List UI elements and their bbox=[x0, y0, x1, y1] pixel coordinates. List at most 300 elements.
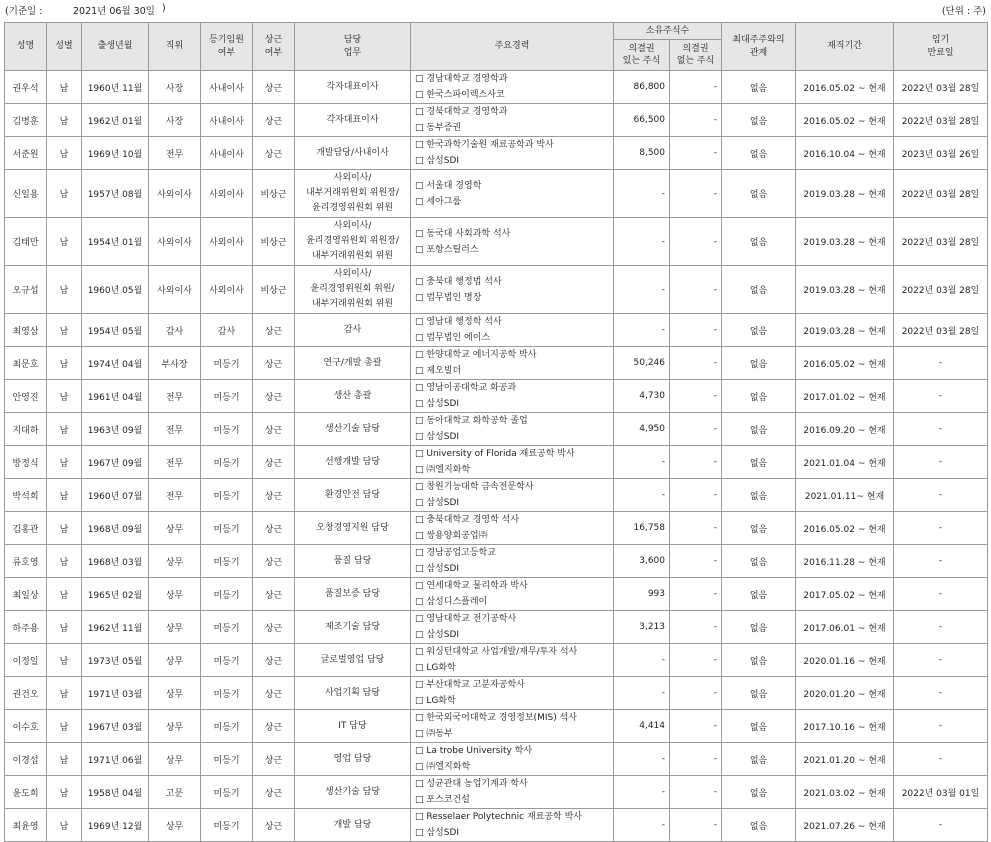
career-line: □ 삼성SDI bbox=[415, 399, 460, 409]
cell-tenure: 2017.05.02 ~ 현재 bbox=[796, 578, 894, 611]
cell-gender: 남 bbox=[47, 347, 82, 380]
cell-duty: 연구/개발 총괄 bbox=[295, 347, 411, 380]
cell-fulltime: 상근 bbox=[253, 611, 295, 644]
cell-gender: 남 bbox=[47, 809, 82, 842]
cell-gender: 남 bbox=[47, 677, 82, 710]
cell-tenure: 2019.03.28 ~ 현재 bbox=[796, 266, 894, 314]
cell-career bbox=[411, 266, 614, 314]
cell-shares-voting: - bbox=[614, 266, 670, 314]
career-line: □ 동아대학교 화학공학 졸업 bbox=[415, 416, 528, 426]
cell-duty: 선행개발 담당 bbox=[295, 446, 411, 479]
cell-name: 박석희 bbox=[5, 479, 47, 512]
base-date-close: ) bbox=[162, 3, 166, 14]
cell-birth: 1960년 11월 bbox=[82, 71, 149, 104]
cell-position: 상무 bbox=[149, 644, 201, 677]
cell-fulltime: 상근 bbox=[253, 809, 295, 842]
cell-position: 고문 bbox=[149, 776, 201, 809]
cell-shares-nonvoting: - bbox=[670, 170, 722, 218]
cell-gender: 남 bbox=[47, 104, 82, 137]
cell-shares-voting: - bbox=[614, 170, 670, 218]
cell-birth: 1954년 05월 bbox=[82, 314, 149, 347]
cell-position: 전무 bbox=[149, 137, 201, 170]
cell-name: 신일용 bbox=[5, 170, 47, 218]
cell-shares-voting: - bbox=[614, 479, 670, 512]
col-career: 주요경력 bbox=[411, 23, 614, 71]
table-row bbox=[5, 578, 988, 611]
cell-position: 감사 bbox=[149, 314, 201, 347]
cell-gender: 남 bbox=[47, 710, 82, 743]
cell-relation: 없음 bbox=[722, 266, 796, 314]
cell-fulltime: 상근 bbox=[253, 137, 295, 170]
table-row bbox=[5, 218, 988, 266]
cell-term-end: - bbox=[894, 644, 988, 677]
cell-fulltime: 상근 bbox=[253, 446, 295, 479]
career-line: □ Resselaer Polytechnic 재료공학 박사 bbox=[415, 812, 582, 822]
cell-duty: 생산기술 담당 bbox=[295, 776, 411, 809]
cell-term-end: 2022년 03월 28일 bbox=[894, 266, 988, 314]
col-birth: 출생년월 bbox=[82, 23, 149, 71]
cell-duty: 사업기획 담당 bbox=[295, 677, 411, 710]
career-line: □ 경남대학교 경영학과 bbox=[415, 74, 508, 84]
cell-shares-voting: 86,800 bbox=[614, 71, 670, 104]
cell-tenure: 2021.01.04 ~ 현재 bbox=[796, 446, 894, 479]
career-line: □ 세아그룹 bbox=[415, 196, 462, 207]
table-row bbox=[5, 479, 988, 512]
cell-gender: 남 bbox=[47, 644, 82, 677]
cell-shares-nonvoting: - bbox=[670, 413, 722, 446]
cell-shares-voting: 8,500 bbox=[614, 137, 670, 170]
cell-tenure: 2021.03.02 ~ 현재 bbox=[796, 776, 894, 809]
cell-fulltime: 상근 bbox=[253, 677, 295, 710]
cell-name: 김태만 bbox=[5, 218, 47, 266]
cell-position: 사장 bbox=[149, 71, 201, 104]
cell-relation: 없음 bbox=[722, 170, 796, 218]
career-line: □ 영남대학교 전기공학사 bbox=[415, 614, 517, 624]
cell-birth: 1962년 11월 bbox=[82, 611, 149, 644]
cell-fulltime: 상근 bbox=[253, 710, 295, 743]
cell-position: 상무 bbox=[149, 611, 201, 644]
cell-shares-nonvoting: - bbox=[670, 71, 722, 104]
cell-fulltime: 상근 bbox=[253, 413, 295, 446]
cell-registered: 미등기 bbox=[201, 347, 253, 380]
cell-relation: 없음 bbox=[722, 347, 796, 380]
career-line: □ 충북대 행정법 석사 bbox=[415, 276, 502, 287]
cell-tenure: 2016.11.28 ~ 현재 bbox=[796, 545, 894, 578]
cell-shares-nonvoting: - bbox=[670, 545, 722, 578]
cell-shares-nonvoting: - bbox=[670, 266, 722, 314]
cell-shares-voting: 4,950 bbox=[614, 413, 670, 446]
cell-duty: 영업 담당 bbox=[295, 743, 411, 776]
career-line: □ 영남이공대학교 화공과 bbox=[415, 383, 517, 393]
career-line: □ 삼성SDI bbox=[415, 828, 460, 838]
table-row bbox=[5, 137, 988, 170]
career-line: □ 동부증권 bbox=[415, 123, 462, 133]
cell-gender: 남 bbox=[47, 314, 82, 347]
cell-fulltime: 상근 bbox=[253, 743, 295, 776]
cell-duty: 글로벌영업 담당 bbox=[295, 644, 411, 677]
cell-shares-voting: 4,730 bbox=[614, 380, 670, 413]
cell-registered: 사외이사 bbox=[201, 218, 253, 266]
cell-relation: 없음 bbox=[722, 104, 796, 137]
executives-table bbox=[4, 22, 988, 842]
cell-position: 상무 bbox=[149, 677, 201, 710]
cell-term-end: - bbox=[894, 809, 988, 842]
career-line: □ La trobe University 학사 bbox=[415, 746, 533, 756]
cell-registered: 사외이사 bbox=[201, 266, 253, 314]
cell-tenure: 2020.01.16 ~ 현재 bbox=[796, 644, 894, 677]
cell-gender: 남 bbox=[47, 218, 82, 266]
cell-registered: 미등기 bbox=[201, 710, 253, 743]
cell-name: 최문호 bbox=[5, 347, 47, 380]
cell-duty: 사외이사/ 윤리경영위원회 위원장/ 내부거래위원회 위원 bbox=[295, 218, 411, 266]
cell-gender: 남 bbox=[47, 446, 82, 479]
cell-shares-nonvoting: - bbox=[670, 446, 722, 479]
col-term-end: 임기 만료일 bbox=[894, 23, 988, 71]
cell-term-end: 2022년 03월 01일 bbox=[894, 776, 988, 809]
cell-career bbox=[411, 776, 614, 809]
cell-gender: 남 bbox=[47, 266, 82, 314]
cell-registered: 미등기 bbox=[201, 446, 253, 479]
cell-fulltime: 비상근 bbox=[253, 266, 295, 314]
cell-tenure: 2021.07.26 ~ 현재 bbox=[796, 809, 894, 842]
cell-shares-voting: - bbox=[614, 776, 670, 809]
table-row bbox=[5, 266, 988, 314]
col-relation: 최대주주와의 관계 bbox=[722, 23, 796, 71]
cell-registered: 미등기 bbox=[201, 809, 253, 842]
col-shares-nonvoting: 의결권 없는 주식 bbox=[670, 40, 722, 71]
career-line: □ 경남공업고등학교 bbox=[415, 548, 496, 558]
table-row bbox=[5, 545, 988, 578]
cell-name: 최영삼 bbox=[5, 314, 47, 347]
cell-career bbox=[411, 677, 614, 710]
cell-shares-voting: - bbox=[614, 677, 670, 710]
cell-duty: 사외이사/ 내부거래위원회 위원장/ 윤리경영위원회 위원 bbox=[295, 170, 411, 218]
cell-relation: 없음 bbox=[722, 380, 796, 413]
cell-career bbox=[411, 380, 614, 413]
cell-birth: 1969년 10월 bbox=[82, 137, 149, 170]
cell-relation: 없음 bbox=[722, 71, 796, 104]
cell-term-end: 2022년 03월 28일 bbox=[894, 218, 988, 266]
cell-name: 권건오 bbox=[5, 677, 47, 710]
cell-duty: 개발 담당 bbox=[295, 809, 411, 842]
cell-shares-nonvoting: - bbox=[670, 347, 722, 380]
cell-fulltime: 상근 bbox=[253, 479, 295, 512]
cell-duty: 감사 bbox=[295, 314, 411, 347]
career-line: □ 한국스파이렉스사코 bbox=[415, 90, 505, 100]
cell-gender: 남 bbox=[47, 479, 82, 512]
cell-tenure: 2019.03.28 ~ 현재 bbox=[796, 218, 894, 266]
col-tenure: 재직기간 bbox=[796, 23, 894, 71]
career-line: □ LG화학 bbox=[415, 696, 456, 706]
table-row bbox=[5, 809, 988, 842]
career-line: □ 한국과학기술원 재료공학과 박사 bbox=[415, 140, 554, 150]
col-duty: 담당 업무 bbox=[295, 23, 411, 71]
cell-relation: 없음 bbox=[722, 677, 796, 710]
table-row bbox=[5, 170, 988, 218]
cell-shares-nonvoting: - bbox=[670, 677, 722, 710]
cell-term-end: - bbox=[894, 710, 988, 743]
cell-birth: 1962년 01월 bbox=[82, 104, 149, 137]
cell-birth: 1958년 04월 bbox=[82, 776, 149, 809]
cell-position: 상무 bbox=[149, 710, 201, 743]
cell-shares-nonvoting: - bbox=[670, 611, 722, 644]
table-row bbox=[5, 413, 988, 446]
cell-relation: 없음 bbox=[722, 545, 796, 578]
cell-registered: 미등기 bbox=[201, 743, 253, 776]
cell-gender: 남 bbox=[47, 413, 82, 446]
cell-fulltime: 비상근 bbox=[253, 218, 295, 266]
cell-fulltime: 상근 bbox=[253, 578, 295, 611]
table-row bbox=[5, 71, 988, 104]
cell-term-end: - bbox=[894, 677, 988, 710]
cell-position: 상무 bbox=[149, 545, 201, 578]
cell-name: 권우석 bbox=[5, 71, 47, 104]
cell-registered: 미등기 bbox=[201, 479, 253, 512]
career-line: □ 연세대학교 물리학과 박사 bbox=[415, 581, 528, 591]
cell-career bbox=[411, 218, 614, 266]
cell-shares-voting: - bbox=[614, 743, 670, 776]
cell-name: 김홍관 bbox=[5, 512, 47, 545]
cell-term-end: - bbox=[894, 380, 988, 413]
cell-fulltime: 상근 bbox=[253, 347, 295, 380]
cell-position: 부사장 bbox=[149, 347, 201, 380]
cell-relation: 없음 bbox=[722, 446, 796, 479]
career-line: □ 삼성SDI bbox=[415, 630, 460, 640]
table-row bbox=[5, 512, 988, 545]
col-registered: 등기임원 여부 bbox=[201, 23, 253, 71]
col-position: 직위 bbox=[149, 23, 201, 71]
cell-registered: 미등기 bbox=[201, 380, 253, 413]
cell-fulltime: 상근 bbox=[253, 776, 295, 809]
cell-term-end: 2022년 03월 28일 bbox=[894, 314, 988, 347]
cell-shares-voting: - bbox=[614, 314, 670, 347]
unit-label: (단위 : 주) bbox=[941, 6, 986, 17]
cell-career bbox=[411, 413, 614, 446]
cell-shares-nonvoting: - bbox=[670, 137, 722, 170]
cell-name: 이정일 bbox=[5, 644, 47, 677]
career-line: □ 워싱턴대학교 사업개발/재무/투자 석사 bbox=[415, 647, 578, 657]
cell-birth: 1974년 04월 bbox=[82, 347, 149, 380]
cell-term-end: - bbox=[894, 512, 988, 545]
cell-tenure: 2019.03.28 ~ 현재 bbox=[796, 314, 894, 347]
cell-shares-nonvoting: - bbox=[670, 314, 722, 347]
cell-term-end: 2022년 03월 28일 bbox=[894, 71, 988, 104]
cell-gender: 남 bbox=[47, 512, 82, 545]
cell-career bbox=[411, 446, 614, 479]
career-line: □ 법무법인 에이스 bbox=[415, 333, 491, 343]
cell-career bbox=[411, 137, 614, 170]
table-row bbox=[5, 347, 988, 380]
cell-name: 하주용 bbox=[5, 611, 47, 644]
cell-duty: 품질보증 담당 bbox=[295, 578, 411, 611]
cell-tenure: 2017.06.01 ~ 현재 bbox=[796, 611, 894, 644]
cell-position: 사외이사 bbox=[149, 218, 201, 266]
cell-career bbox=[411, 611, 614, 644]
career-line: □ 법무법인 명장 bbox=[415, 292, 482, 303]
cell-birth: 1969년 12월 bbox=[82, 809, 149, 842]
table-body bbox=[5, 71, 988, 842]
cell-name: 지대하 bbox=[5, 413, 47, 446]
cell-tenure: 2016.09.20 ~ 현재 bbox=[796, 413, 894, 446]
cell-term-end: - bbox=[894, 479, 988, 512]
table-row bbox=[5, 776, 988, 809]
table-row bbox=[5, 380, 988, 413]
cell-shares-nonvoting: - bbox=[670, 512, 722, 545]
cell-registered: 미등기 bbox=[201, 545, 253, 578]
cell-tenure: 2017.10.16 ~ 현재 bbox=[796, 710, 894, 743]
cell-birth: 1961년 04월 bbox=[82, 380, 149, 413]
cell-tenure: 2020.01.20 ~ 현재 bbox=[796, 677, 894, 710]
col-shares: 소유주식수 bbox=[614, 23, 722, 40]
cell-term-end: - bbox=[894, 578, 988, 611]
cell-registered: 미등기 bbox=[201, 512, 253, 545]
cell-duty: IT 담당 bbox=[295, 710, 411, 743]
cell-shares-voting: 50,246 bbox=[614, 347, 670, 380]
cell-shares-nonvoting: - bbox=[670, 479, 722, 512]
table-row bbox=[5, 644, 988, 677]
cell-birth: 1973년 05월 bbox=[82, 644, 149, 677]
cell-gender: 남 bbox=[47, 611, 82, 644]
career-line: □ 한국외국어대학교 경영정보(MIS) 석사 bbox=[415, 713, 577, 723]
cell-name: 서준원 bbox=[5, 137, 47, 170]
cell-tenure: 2016.05.02 ~ 현재 bbox=[796, 71, 894, 104]
career-line: □ 경북대학교 경영학과 bbox=[415, 107, 508, 117]
cell-name: 이경섭 bbox=[5, 743, 47, 776]
cell-gender: 남 bbox=[47, 743, 82, 776]
cell-term-end: - bbox=[894, 743, 988, 776]
cell-birth: 1967년 09월 bbox=[82, 446, 149, 479]
cell-career bbox=[411, 170, 614, 218]
career-line: □ 삼성디스플레이 bbox=[415, 597, 488, 607]
cell-birth: 1967년 03월 bbox=[82, 710, 149, 743]
base-date-label: (기준일 : bbox=[5, 6, 43, 17]
cell-tenure: 2016.05.02 ~ 현재 bbox=[796, 347, 894, 380]
cell-shares-voting: 3,213 bbox=[614, 611, 670, 644]
cell-position: 상무 bbox=[149, 809, 201, 842]
cell-fulltime: 상근 bbox=[253, 380, 295, 413]
career-line: □ 한양대학교 에너지공학 박사 bbox=[415, 350, 537, 360]
cell-gender: 남 bbox=[47, 137, 82, 170]
cell-position: 전무 bbox=[149, 446, 201, 479]
cell-term-end: 2022년 03월 28일 bbox=[894, 104, 988, 137]
career-line: □ 제오빌더 bbox=[415, 366, 462, 376]
cell-tenure: 2016.10.04 ~ 현재 bbox=[796, 137, 894, 170]
cell-fulltime: 상근 bbox=[253, 644, 295, 677]
cell-career bbox=[411, 347, 614, 380]
cell-shares-nonvoting: - bbox=[670, 578, 722, 611]
cell-registered: 사외이사 bbox=[201, 170, 253, 218]
cell-tenure: 2021.01.20 ~ 현재 bbox=[796, 743, 894, 776]
cell-duty: 각자대표이사 bbox=[295, 104, 411, 137]
cell-name: 최윤영 bbox=[5, 809, 47, 842]
career-line: □ 포스코건설 bbox=[415, 795, 470, 805]
table-row bbox=[5, 677, 988, 710]
cell-name: 이수호 bbox=[5, 710, 47, 743]
cell-duty: 사외이사/ 윤리경영위원회 위원/ 내부거래위원회 위원 bbox=[295, 266, 411, 314]
cell-tenure: 2016.05.02 ~ 현재 bbox=[796, 512, 894, 545]
cell-shares-voting: 993 bbox=[614, 578, 670, 611]
cell-shares-nonvoting: - bbox=[670, 710, 722, 743]
cell-registered: 사내이사 bbox=[201, 71, 253, 104]
cell-duty: 품질 담당 bbox=[295, 545, 411, 578]
cell-gender: 남 bbox=[47, 776, 82, 809]
cell-gender: 남 bbox=[47, 170, 82, 218]
career-line: □ LG화학 bbox=[415, 663, 456, 673]
cell-duty: 개발담당/사내이사 bbox=[295, 137, 411, 170]
col-shares-voting: 의결권 있는 주식 bbox=[614, 40, 670, 71]
cell-registered: 사내이사 bbox=[201, 104, 253, 137]
cell-birth: 1971년 03월 bbox=[82, 677, 149, 710]
cell-career bbox=[411, 644, 614, 677]
cell-position: 상무 bbox=[149, 512, 201, 545]
cell-birth: 1965년 02월 bbox=[82, 578, 149, 611]
cell-career bbox=[411, 71, 614, 104]
cell-fulltime: 상근 bbox=[253, 71, 295, 104]
cell-duty: 오창경영지원 담당 bbox=[295, 512, 411, 545]
table-row bbox=[5, 710, 988, 743]
cell-term-end: 2023년 03월 26일 bbox=[894, 137, 988, 170]
cell-shares-nonvoting: - bbox=[670, 809, 722, 842]
cell-relation: 없음 bbox=[722, 809, 796, 842]
cell-shares-nonvoting: - bbox=[670, 644, 722, 677]
cell-birth: 1963년 09월 bbox=[82, 413, 149, 446]
cell-duty: 생산 총괄 bbox=[295, 380, 411, 413]
cell-duty: 각자대표이사 bbox=[295, 71, 411, 104]
cell-term-end: - bbox=[894, 545, 988, 578]
cell-career bbox=[411, 512, 614, 545]
cell-gender: 남 bbox=[47, 578, 82, 611]
table-row bbox=[5, 104, 988, 137]
cell-fulltime: 상근 bbox=[253, 512, 295, 545]
cell-duty: 제조기술 담당 bbox=[295, 611, 411, 644]
cell-relation: 없음 bbox=[722, 479, 796, 512]
cell-relation: 없음 bbox=[722, 776, 796, 809]
cell-name: 윤도희 bbox=[5, 776, 47, 809]
cell-relation: 없음 bbox=[722, 137, 796, 170]
cell-relation: 없음 bbox=[722, 710, 796, 743]
cell-registered: 미등기 bbox=[201, 611, 253, 644]
cell-career bbox=[411, 104, 614, 137]
base-date: 2021년 06월 30일 bbox=[73, 6, 155, 17]
table-row bbox=[5, 611, 988, 644]
cell-career bbox=[411, 479, 614, 512]
cell-term-end: - bbox=[894, 446, 988, 479]
career-line: □ 창원기능대학 금속전문학사 bbox=[415, 482, 534, 492]
cell-birth: 1954년 01월 bbox=[82, 218, 149, 266]
col-gender: 성별 bbox=[47, 23, 82, 71]
cell-name: 최일상 bbox=[5, 578, 47, 611]
career-line: □ 성균관대 농업기계과 학사 bbox=[415, 779, 528, 789]
cell-relation: 없음 bbox=[722, 512, 796, 545]
cell-registered: 사내이사 bbox=[201, 137, 253, 170]
cell-position: 사외이사 bbox=[149, 266, 201, 314]
cell-relation: 없음 bbox=[722, 611, 796, 644]
cell-name: 김병훈 bbox=[5, 104, 47, 137]
cell-shares-nonvoting: - bbox=[670, 218, 722, 266]
cell-birth: 1968년 09월 bbox=[82, 512, 149, 545]
cell-fulltime: 상근 bbox=[253, 314, 295, 347]
cell-birth: 1960년 05월 bbox=[82, 266, 149, 314]
career-line: □ ㈜엘지화학 bbox=[415, 465, 471, 475]
cell-birth: 1971년 06월 bbox=[82, 743, 149, 776]
career-line: □ ㈜엘지화학 bbox=[415, 762, 471, 772]
cell-shares-nonvoting: - bbox=[670, 776, 722, 809]
cell-term-end: 2022년 03월 28일 bbox=[894, 170, 988, 218]
cell-career bbox=[411, 809, 614, 842]
career-line: □ 포항스틸러스 bbox=[415, 244, 479, 255]
cell-registered: 미등기 bbox=[201, 677, 253, 710]
cell-shares-nonvoting: - bbox=[670, 380, 722, 413]
